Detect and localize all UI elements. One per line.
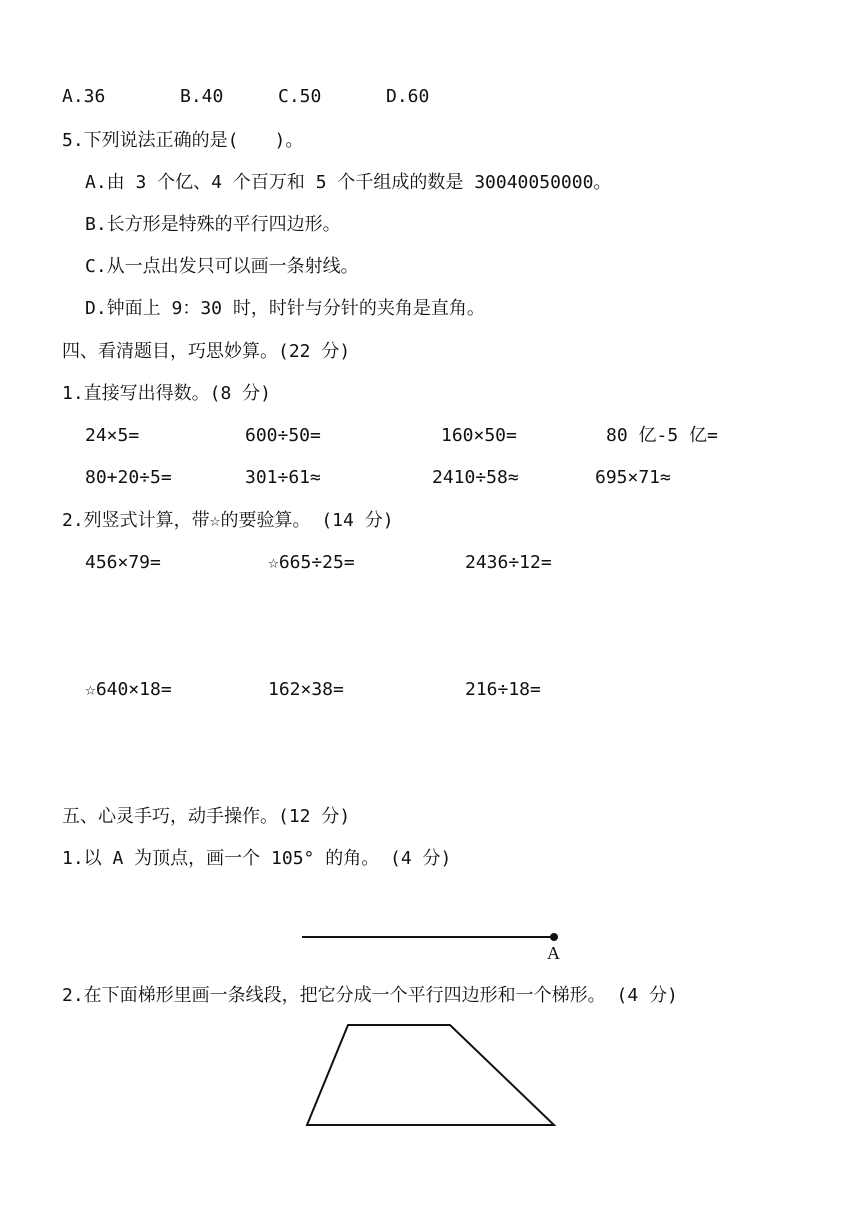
- trapezoid-shape: [307, 1025, 554, 1125]
- calc-item: 2410÷58≈: [432, 467, 519, 488]
- q5-option-d: D.钟面上 9：30 时，时针与分针的夹角是直角。: [85, 298, 485, 319]
- section5-q1-stem: 1.以 A 为顶点，画一个 105° 的角。 (4 分): [62, 848, 452, 869]
- ray-figure: [290, 920, 580, 965]
- q5-stem: 5.下列说法正确的是( )。: [62, 130, 304, 151]
- vertical-calc-item: 456×79=: [85, 552, 161, 573]
- calc-item: 160×50=: [441, 425, 517, 446]
- vertical-calc-item: 216÷18=: [465, 679, 541, 700]
- q5-option-a: A.由 3 个亿、4 个百万和 5 个千组成的数是 30040050000。: [85, 172, 612, 193]
- q4-option-a: A.36: [62, 86, 106, 107]
- trapezoid-figure: [300, 1015, 565, 1135]
- vertical-calc-item: ☆665÷25=: [268, 552, 355, 573]
- vertex-label: A: [547, 943, 560, 963]
- calc-item: 80+20÷5=: [85, 467, 172, 488]
- q4-option-d: D.60: [386, 86, 430, 107]
- section5-heading: 五、心灵手巧，动手操作。(12 分): [62, 806, 351, 827]
- section4-heading: 四、看清题目，巧思妙算。(22 分): [62, 341, 351, 362]
- calc-item: 301÷61≈: [245, 467, 321, 488]
- calc-item: 80 亿-5 亿=: [606, 425, 718, 446]
- section4-q2-stem: 2.列竖式计算，带☆的要验算。 (14 分): [62, 510, 394, 531]
- vertical-calc-item: ☆640×18=: [85, 679, 172, 700]
- q4-option-b: B.40: [180, 86, 224, 107]
- vertex-point: [550, 933, 558, 941]
- q5-option-b: B.长方形是特殊的平行四边形。: [85, 214, 341, 235]
- calc-item: 600÷50=: [245, 425, 321, 446]
- calc-item: 24×5=: [85, 425, 140, 446]
- calc-item: 695×71≈: [595, 467, 671, 488]
- q4-option-c: C.50: [278, 86, 322, 107]
- q5-option-c: C.从一点出发只可以画一条射线。: [85, 256, 359, 277]
- section4-q1-stem: 1.直接写出得数。(8 分): [62, 383, 272, 404]
- vertical-calc-item: 2436÷12=: [465, 552, 552, 573]
- vertical-calc-item: 162×38=: [268, 679, 344, 700]
- section5-q2-stem: 2.在下面梯形里画一条线段，把它分成一个平行四边形和一个梯形。 (4 分): [62, 985, 678, 1006]
